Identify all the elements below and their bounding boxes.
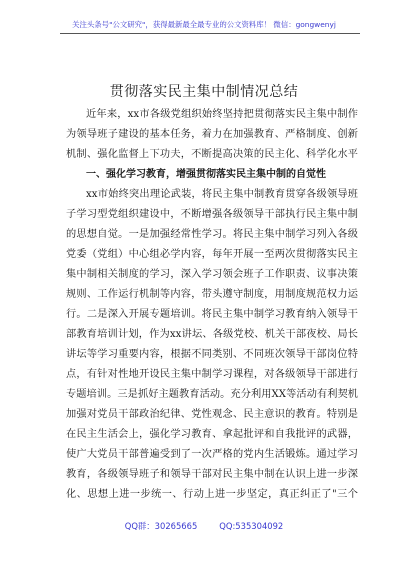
section-heading: 一、强化学习教育，增强贯彻落实民主集中制的自觉性 xyxy=(86,169,326,180)
body-text-line: 讲坛等学习重要内容，根据不同类别、不同班次领导干部岗位特 xyxy=(66,349,358,360)
body-text-line: 使广大党员干部普遍受到了一次严格的党内生活锻炼。通过学习 xyxy=(66,449,358,460)
body-text-line: 党委（党组）中心组必学内容，每年开展一至两次贯彻落实民主 xyxy=(66,249,358,260)
footer-qq-group: QQ群：30265665 xyxy=(124,521,198,531)
body-text-line: 行。二是深入开展专题培训。将民主集中制学习教育纳入领导干 xyxy=(66,309,358,320)
footer-qq: QQ:535304092 xyxy=(219,521,284,531)
body-text-line: 加强对党员干部政治纪律、党性观念、民主意识的教育。特别是 xyxy=(66,409,358,420)
body-text-line: 近年来，xx市各级党组织始终坚持把贯彻落实民主集中制作 xyxy=(86,109,358,120)
body-text-line: 集中制相关制度的学习，深入学习领会班子工作职责、议事决策 xyxy=(66,269,358,280)
body-text-line: 部教育培训计划，作为xx讲坛、各级党校、机关干部夜校、局长 xyxy=(66,329,358,340)
body-text-line: 点，有针对性地开设民主集中制学习课程，对各级领导干部进行 xyxy=(66,369,358,380)
document-title: 贯彻落实民主集中制情况总结 xyxy=(109,84,299,100)
body-text-line: xx市始终突出理论武装，将民主集中制教育贯穿各级领导班 xyxy=(86,189,358,200)
body-text-line: 机制、强化监督上下功夫，不断提高决策的民主化、科学化水平 xyxy=(66,149,358,160)
body-text-line: 在民主生活会上，强化学习教育、拿起批评和自我批评的武器， xyxy=(66,429,358,440)
footer-contact xyxy=(0,520,408,532)
body-text-line: 教育，各级领导班子和领导干部对民主集中制在认识上进一步深 xyxy=(66,469,358,480)
body-text-line: 为领导班子建设的基本任务，着力在加强教育、严格制度、创新 xyxy=(66,129,358,140)
body-text-line: 规则、工作运行机制等内容，带头遵守制度，用制度规范权力运 xyxy=(66,289,358,300)
body-text-line: 的思想自觉。一是加强经常性学习。将民主集中制学习列入各级 xyxy=(66,229,358,240)
header-promo-note: 关注头条号"公文研究"，获得最新最全最专业的公文资料库！ 微信：gongwenyj xyxy=(72,20,336,29)
body-text-line: 专题培训。三是抓好主题教育活动。充分利用XX等活动有利契机 xyxy=(66,389,358,400)
header-divider xyxy=(60,33,360,34)
body-text-line: 化、思想上进一步统一、行动上进一步坚定，真正纠正了"三个 xyxy=(66,489,358,500)
document-body xyxy=(66,105,358,505)
body-text-line: 子学习型党组织建设中，不断增强各级领导干部执行民主集中制 xyxy=(66,209,358,220)
